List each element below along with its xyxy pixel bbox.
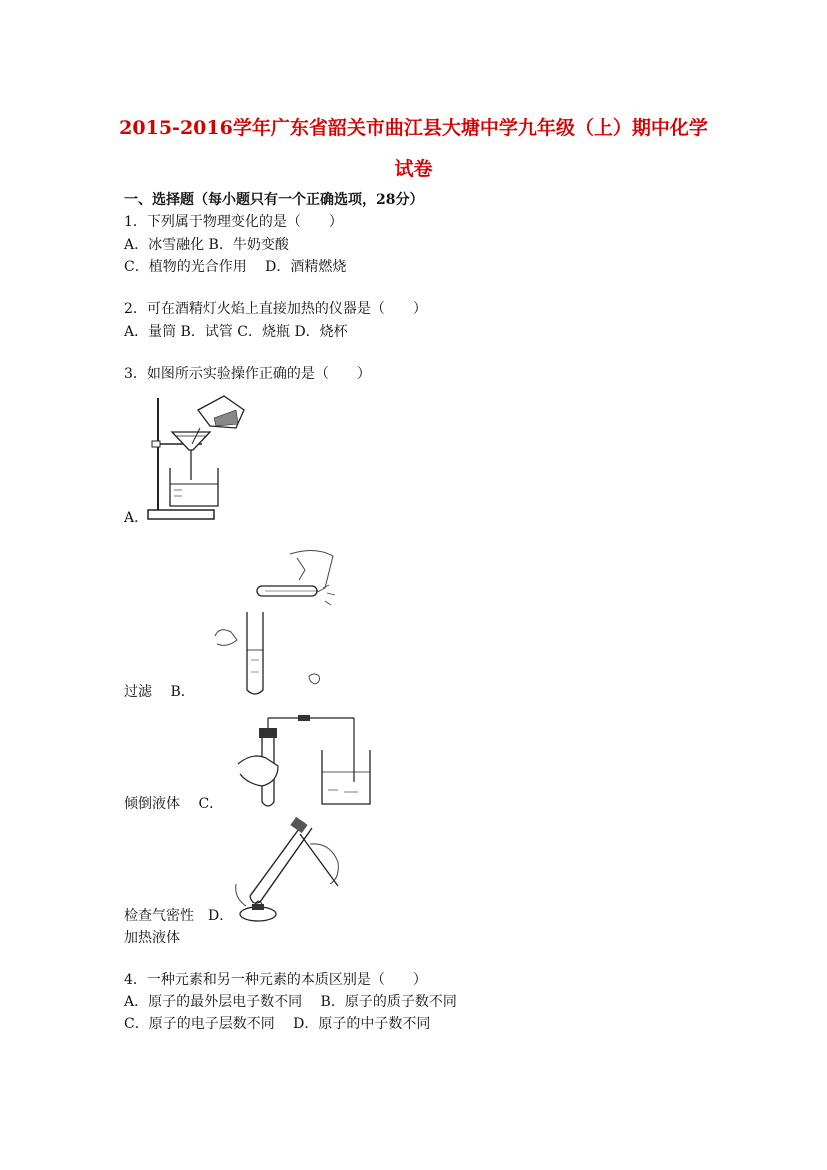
question-3-row-d: 检查气密性 D．	[124, 908, 234, 924]
question-3-label-a: A．	[124, 510, 149, 526]
question-2-stem: 2．可在酒精灯火焰上直接加热的仪器是（ ）	[124, 301, 427, 317]
question-4-options-cd: C．原子的电子层数不同 D．原子的中子数不同	[124, 1016, 431, 1032]
question-3-row-b: 过滤 B．	[124, 684, 195, 700]
question-1-options-ab: A．冰雪融化 B．牛奶变酸	[124, 237, 289, 253]
question-3-row-e: 加热液体	[124, 930, 180, 946]
pouring-liquid-figure	[205, 540, 355, 700]
section-heading: 一、选择题（每小题只有一个正确选项，28分）	[124, 192, 424, 208]
heating-liquid-figure	[230, 814, 350, 924]
question-3-stem: 3．如图所示实验操作正确的是（ ）	[124, 366, 371, 382]
filtration-apparatus-figure	[140, 388, 250, 523]
exam-title-line-2: 试卷	[394, 158, 433, 180]
question-3-row-c: 倾倒液体 C．	[124, 796, 224, 812]
airtightness-check-figure	[232, 712, 382, 812]
question-2-options: A．量筒 B．试管 C．烧瓶 D．烧杯	[124, 324, 348, 340]
question-4-stem: 4．一种元素和另一种元素的本质区别是（ ）	[124, 972, 427, 988]
question-4-options-ab: A．原子的最外层电子数不同 B．原子的质子数不同	[124, 994, 457, 1010]
question-1-options-cd: C．植物的光合作用 D．酒精燃烧	[124, 259, 347, 275]
exam-title-line-1: 2015-2016学年广东省韶关市曲江县大塘中学九年级（上）期中化学	[119, 117, 708, 139]
question-1-stem: 1．下列属于物理变化的是（ ）	[124, 214, 343, 230]
